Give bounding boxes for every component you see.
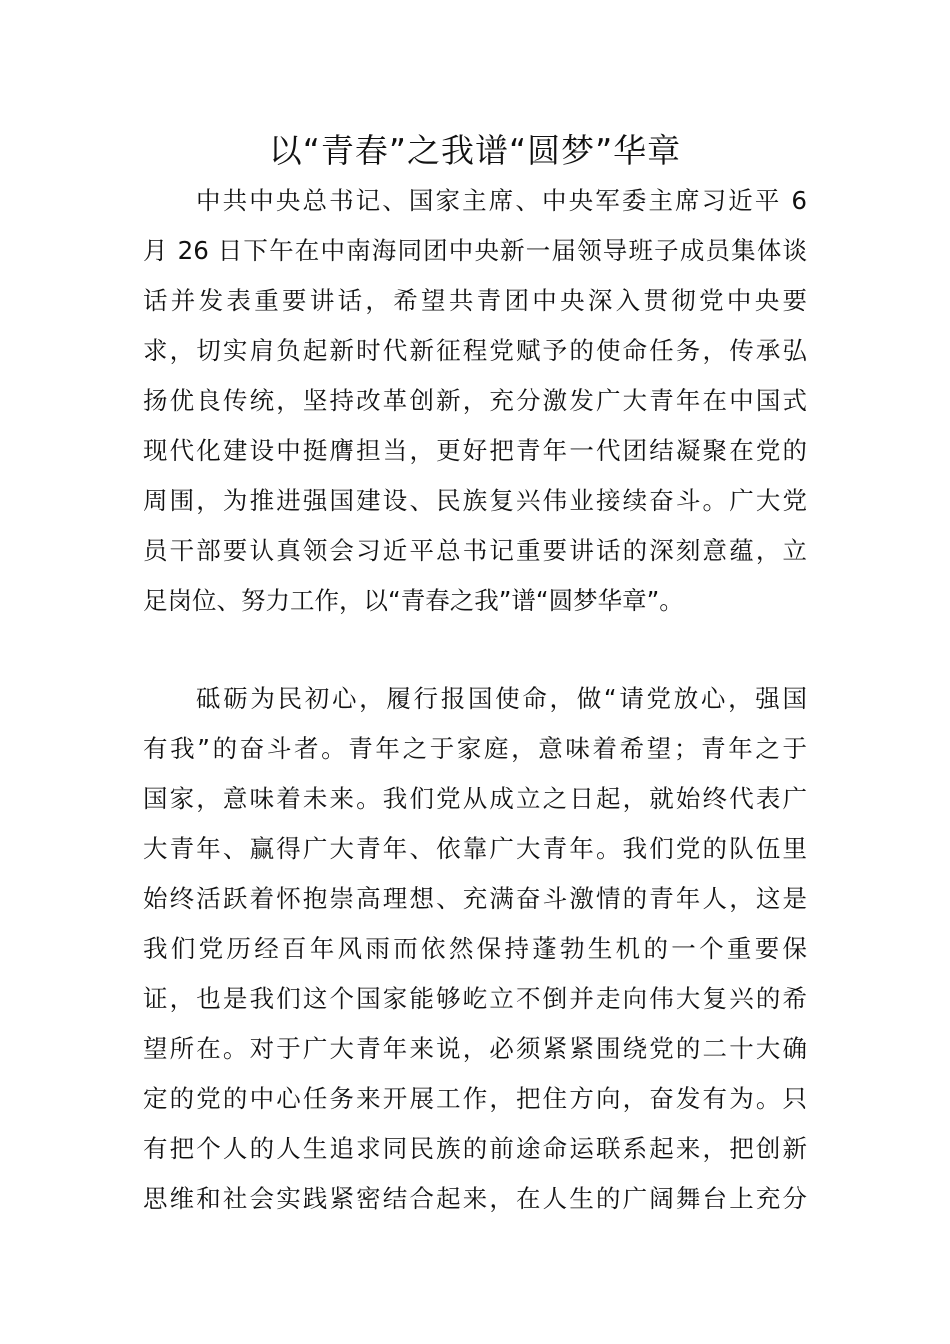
paragraph-1 [143, 176, 807, 626]
paragraph-line: 有我”的奋斗者。青年之于家庭，意味着希望；青年之于 [143, 734, 807, 763]
paragraph-line: 我们党历经百年风雨而依然保持蓬勃生机的一个重要保 [143, 934, 807, 963]
paragraph-line: 有把个人的人生追求同民族的前途命运联系起来，把创新 [143, 1134, 807, 1163]
paragraph-line: 扬优良传统，坚持改革创新，充分激发广大青年在中国式 [143, 386, 807, 415]
paragraph-line: 砥砺为民初心，履行报国使命，做“请党放心，强国 [196, 684, 807, 713]
paragraph-line: 望所在。对于广大青年来说，必须紧紧围绕党的二十大确 [143, 1034, 807, 1063]
paragraph-line: 足岗位、努力工作，以“青春之我”谱“圆梦华章”。 [143, 586, 684, 615]
paragraph-2 [143, 674, 807, 1224]
paragraph-line: 思维和社会实践紧密结合起来，在人生的广阔舞台上充分 [143, 1184, 807, 1213]
paragraph-line: 求，切实肩负起新时代新征程党赋予的使命任务，传承弘 [143, 336, 807, 365]
paragraph-line: 员干部要认真领会习近平总书记重要讲话的深刻意蕴，立 [143, 536, 807, 565]
paragraph-line: 中共中央总书记、国家主席、中央军委主席习近平 6 [196, 186, 807, 215]
paragraph-line: 周围，为推进强国建设、民族复兴伟业接续奋斗。广大党 [143, 486, 807, 515]
paragraph-line: 定的党的中心任务来开展工作，把住方向，奋发有为。只 [143, 1084, 807, 1113]
paragraph-line: 证，也是我们这个国家能够屹立不倒并走向伟大复兴的希 [143, 984, 807, 1013]
paragraph-line: 现代化建设中挺膺担当，更好把青年一代团结凝聚在党的 [143, 436, 807, 465]
paragraph-line: 始终活跃着怀抱崇高理想、充满奋斗激情的青年人，这是 [143, 884, 807, 913]
paragraph-line: 话并发表重要讲话，希望共青团中央深入贯彻党中央要 [143, 286, 807, 315]
document-title: 以“青春”之我谱“圆梦”华章 [268, 131, 682, 170]
paragraph-line: 大青年、赢得广大青年、依靠广大青年。我们党的队伍里 [143, 834, 807, 863]
paragraph-line: 月 26 日下午在中南海同团中央新一届领导班子成员集体谈 [143, 236, 807, 265]
paragraph-line: 国家，意味着未来。我们党从成立之日起，就始终代表广 [143, 784, 807, 813]
